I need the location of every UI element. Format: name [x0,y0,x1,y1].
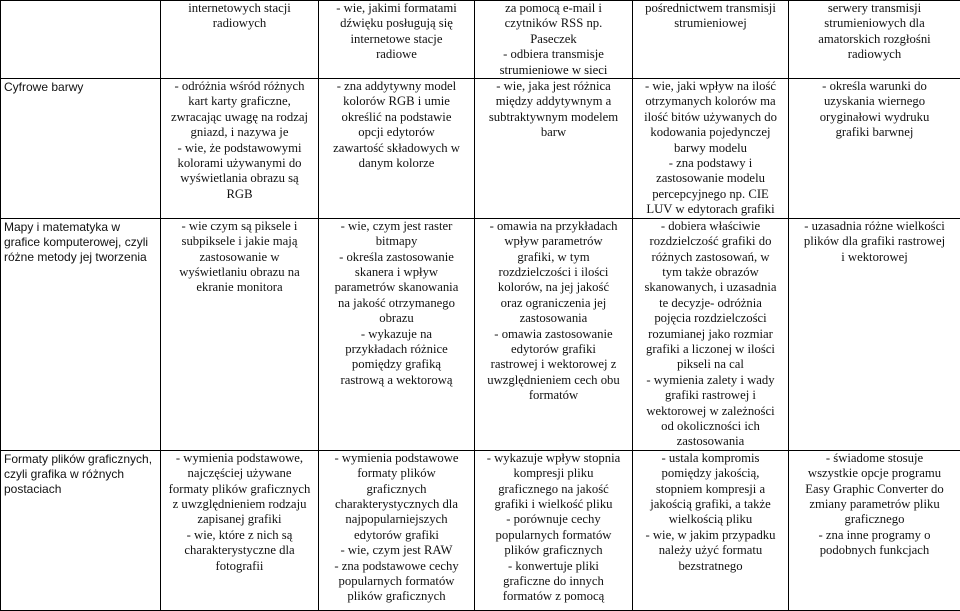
topic-cell [1,450,161,610]
requirement-cell [633,1,789,79]
requirement-text: - uzasadnia różne wielkości plików dla grafiki rastrowej i wektorowej [804,219,945,264]
requirement-cell [475,79,633,219]
topic-label: Formaty plików graficznych, czyli grafika w różnych postaciach [4,452,152,496]
requirement-cell [161,79,319,219]
requirement-text: pośrednictwem transmisji strumieniowej [645,1,776,30]
topic-label: Cyfrowe barwy [4,80,83,94]
requirement-cell [475,450,633,610]
requirement-cell [319,450,475,610]
requirement-cell [475,218,633,450]
topic-cell [1,1,161,79]
table-row [1,218,960,450]
requirement-cell [475,1,633,79]
requirement-text: - odróżnia wśród różnych kart karty graficzne, zwracając uwagę na rodzaj gniazd, i nazywa je - wie, że podstawowymi kolorami używanymi do wyświetlania obrazu są RGB [171,79,308,201]
requirement-text: - wymienia podstawowe formaty plików graficznych charakterystycznych dla najpopularniejszych edytorów grafiki - wie, czym jest RAW - zna podstawowe cechy popularnych formatów plików graficznych [334,451,458,604]
requirement-text: - określa warunki do uzyskania wiernego oryginałowi wydruku grafiki barwnej [820,79,930,139]
requirement-text: za pomocą e-mail i czytników RSS np. Paseczek - odbiera transmisje strumieniowe w sieci [500,1,608,77]
topic-label: Mapy i matematyka w grafice komputerowej, czyli różne metody jej tworzenia [4,220,148,264]
requirement-cell [319,218,475,450]
requirement-cell [161,1,319,79]
table-row [1,1,960,79]
table-row [1,79,960,219]
requirement-cell [319,79,475,219]
table-row [1,450,960,610]
topic-cell [1,79,161,219]
topic-cell [1,218,161,450]
requirement-cell [789,79,960,219]
requirement-cell [319,1,475,79]
requirement-text: - zna addytywny model kolorów RGB i umie określić na podstawie opcji edytorów zawartość składowych w danym kolorze [333,79,460,170]
requirement-cell [789,218,960,450]
requirement-text: - dobiera właściwie rozdzielczość grafiki do różnych zastosowań, w tym także obrazów skanowanych, i uzasadnia te decyzje- odróżnia pojęcia rozdzielczości rozumianej jako rozmiar grafiki a liczonej w ilości pikseli na cal - wymienia zalety i wady grafiki rastrowej i wektorowej w zależności od okoliczności ich zastosowania [644,219,776,449]
requirement-cell [161,450,319,610]
requirement-cell [161,218,319,450]
requirement-text: - wie, jaka jest różnica między addytywnym a subtraktywnym modelem barw [489,79,618,139]
requirement-cell [633,79,789,219]
requirement-text: - wie, jaki wpływ na ilość otrzymanych kolorów ma ilość bitów używanych do kodowania pojedynczej barwy modelu - zna podstawy i zastosowanie modelu percepcyjnego np. CIE LUV w edytorach grafiki [644,79,777,216]
requirement-cell [633,450,789,610]
requirement-text: - świadome stosuje wszystkie opcje programu Easy Graphic Converter do zmiany parametrów pliku graficznego - zna inne programy o podobnych funkcjach [805,451,943,557]
requirement-cell [633,218,789,450]
requirement-text: serwery transmisji strumieniowych dla amatorskich rozgłośni radiowych [818,1,930,61]
requirement-text: - ustala kompromis pomiędzy jakością, stopniem kompresji a jakością grafiki, a także wielkością pliku - wie, w jakim przypadku należy użyć formatu bezstratnego [645,451,775,573]
requirement-cell [789,450,960,610]
requirement-text: - wykazuje wpływ stopnia kompresji pliku graficznego na jakość grafiki i wielkość pliku - porównuje cechy popularnych formatów plików graficznych - konwertuje pliki graficzne do innych formatów z pomocą [487,451,621,604]
requirement-text: - wie, jakimi formatami dźwięku posługują się internetowe stacje radiowe [336,1,457,61]
requirement-text: - omawia na przykładach wpływ parametrów grafiki, w tym rozdzielczości i ilości kolorów, na jej jakość oraz ograniczenia jej zastosowania - omawia zastosowanie edytorów grafiki rastrowej i wektorowej z uwzględnieniem cech obu formatów [487,219,619,402]
requirement-cell [789,1,960,79]
requirement-text: internetowych stacji radiowych [188,1,291,30]
requirement-text: - wie czym są piksele i subpiksele i jakie mają zastosowanie w wyświetlaniu obrazu na ekranie monitora [179,219,300,295]
requirement-text: - wie, czym jest raster bitmapy - określa zastosowanie skanera i wpływ parametrów skanowania na jakość otrzymanego obrazu - wykazuje na przykładach różnice pomiędzy grafiką rastrową a wektorową [335,219,459,387]
requirement-text: - wymienia podstawowe, najczęściej używane formaty plików graficznych z uwzględnieniem rodzaju zapisanej grafiki - wie, które z nich są charakterystyczne dla fotografii [169,451,311,573]
